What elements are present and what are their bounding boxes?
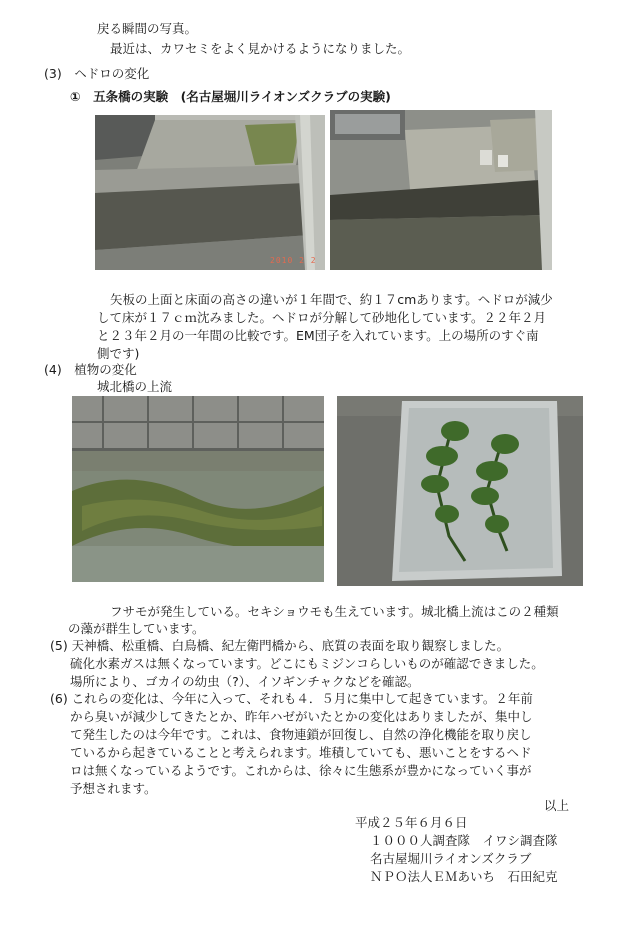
section6-line-1: (6) これらの変化は、今年に入って、それも４．５月に集中して起きています。２年前 (50, 691, 533, 706)
intro-line-2: 最近は、カワセミをよく見かけるようになりました。 (110, 41, 411, 56)
section3-subheading: ① 五条橋の実験 (名古屋堀川ライオンズクラブの実験) (70, 89, 391, 104)
section3-para-line-1: 矢板の上面と床面の高さの違いが１年間で、約１７cmあります。ヘドロが減少 (110, 292, 553, 307)
photo-gojo-before (95, 115, 325, 270)
closing-ijou: 以上 (544, 798, 570, 813)
section6-line-4: ているから起きていることと考えられます。堆積していても、悪いことをするヘド (70, 745, 532, 760)
section5-line-1: (5) 天神橋、松重橋、白鳥橋、紀左衛門橋から、底質の表面を取り観察しました。 (50, 638, 510, 653)
signature-line-3: ＮＰＯ法人ＥＭあいち 石田紀克 (370, 869, 558, 884)
section3-para-line-2: して床が１７ｃｍ沈みました。ヘドロが分解して砂地化しています。２２年２月 (97, 310, 547, 325)
signature-line-1: １０００人調査隊 イワシ調査隊 (370, 833, 558, 848)
section4-heading: (4) 植物の変化 (44, 362, 137, 377)
section6-line-2: から臭いが減少してきたとか、昨年ハゼがいたとかの変化はありましたが、集中し (70, 709, 533, 724)
closing-date: 平成２５年６月６日 (355, 815, 468, 830)
section4-para-line-1: フサモが発生している。セキショウモも生えています。城北橋上流はこの２種類 (110, 604, 559, 619)
intro-line-1: 戻る瞬間の写真。 (97, 21, 198, 36)
section6-line-5: ロは無くなっているようです。これからは、徐々に生態系が豊かになっていく事が (70, 763, 532, 778)
section3-para-line-3: と２３年２月の一年間の比較です。EM団子を入れています。上の場所のすぐ南 (97, 328, 539, 343)
photo-date-stamp: 2010 2 2 (270, 256, 317, 265)
photo-canal-algae (72, 396, 324, 582)
photo-plant-samples (337, 396, 583, 586)
section5-line-2: 硫化水素ガスは無くなっています。どこにもミジンコらしいものが確認できました。 (70, 656, 544, 671)
photo-gojo-after (330, 110, 552, 270)
section5-line-3: 場所により、ゴカイの幼虫（?）、イソギンチャクなどを確認。 (70, 674, 420, 689)
section6-line-6: 予想されます。 (70, 781, 157, 796)
section3-para-line-4: 側です) (97, 346, 140, 361)
section4-para-line-2: の藻が群生しています。 (68, 621, 205, 636)
section3-heading: (3) ヘドロの変化 (44, 66, 150, 81)
section4-subheading: 城北橋の上流 (97, 379, 173, 394)
signature-line-2: 名古屋堀川ライオンズクラブ (370, 851, 532, 866)
section6-line-3: て発生したのは今年です。これは、食物連鎖が回復し、自然の浄化機能を取り戻し (70, 727, 532, 742)
